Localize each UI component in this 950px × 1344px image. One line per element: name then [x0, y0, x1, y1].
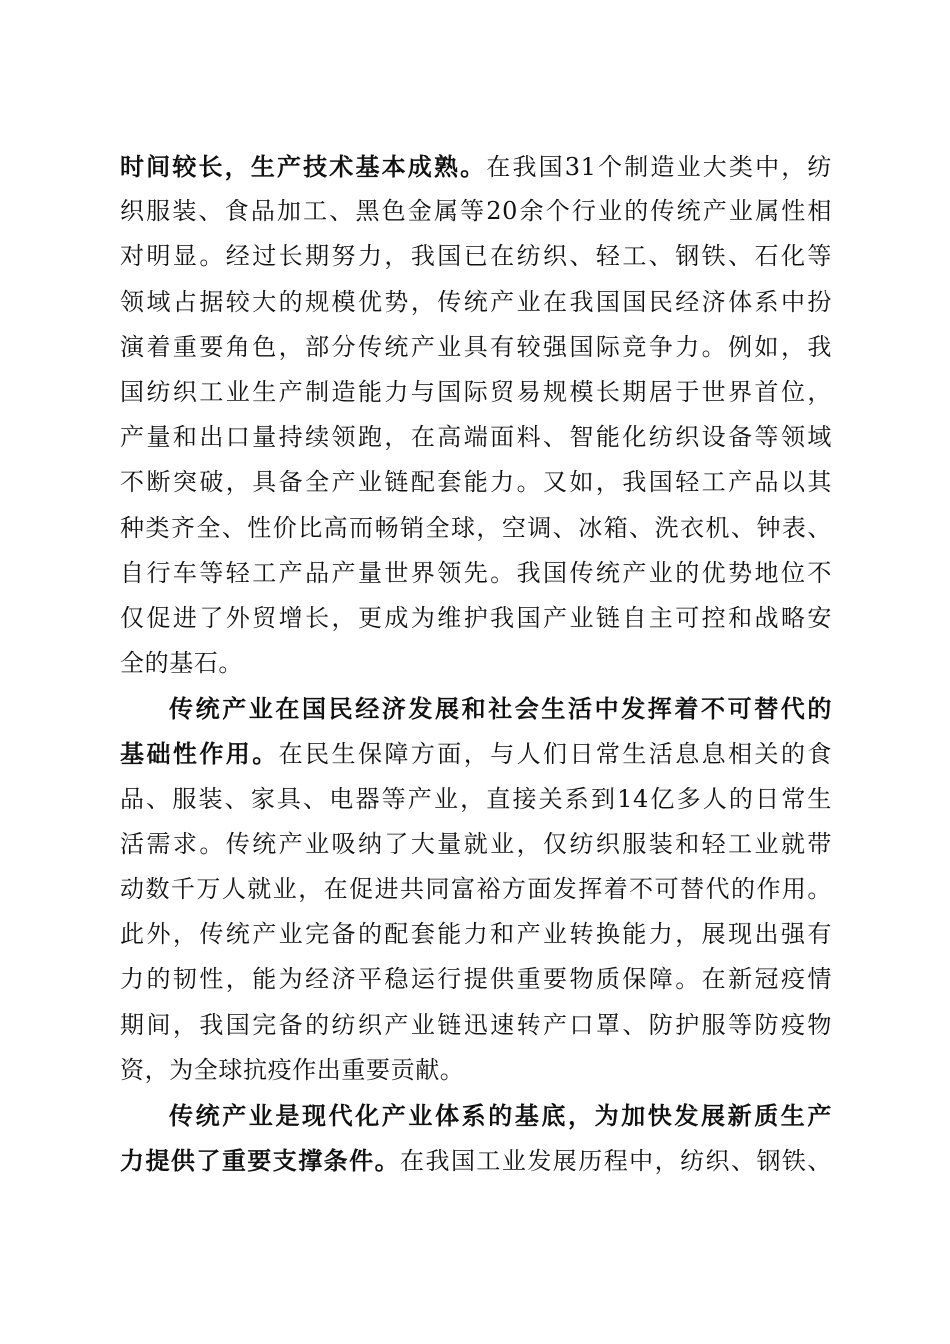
text-line: 自行车等轻工产品产量世界领先。我国传统产业的优势地位不	[120, 558, 832, 587]
text-line	[120, 731, 832, 776]
paragraph	[120, 144, 832, 686]
text-line: 力的韧性，能为经济平稳运行提供重要物质保障。在新冠疫情	[120, 965, 832, 994]
text-line: 不断突破，具备全产业链配套能力。又如，我国轻工产品以其	[120, 468, 832, 497]
text-line: 品、服装、家具、电器等产业，直接关系到14亿多人的日常生	[120, 784, 832, 813]
body-text	[120, 144, 832, 1183]
text-line: 产量和出口量持续领跑，在高端面料、智能化纺织设备等领域	[120, 423, 832, 452]
text-line: 仅促进了外贸增长，更成为维护我国产业链自主可控和战略安	[120, 603, 832, 632]
text-span: 在民生保障方面，与人们日常生活息息相关的食	[278, 740, 832, 769]
text-line: 对明显。经过长期努力，我国已在纺织、轻工、钢铁、石化等	[120, 242, 832, 271]
text-line: 种类齐全、性价比高而畅销全球，空调、冰箱、洗衣机、钟表、	[120, 513, 832, 542]
text-line: 全的基石。	[120, 649, 243, 678]
text-line	[120, 144, 832, 189]
text-line: 传统产业是现代化产业体系的基底，为加快发展新质生产	[169, 1100, 832, 1130]
text-span: 在我国31个制造业大类中，纺	[486, 153, 832, 181]
text-line: 织服装、食品加工、黑色金属等20余个行业的传统产业属性相	[120, 197, 832, 226]
text-line: 此外，传统产业完备的配套能力和产业转换能力，展现出强有	[120, 920, 832, 949]
text-line: 期间，我国完备的纺织产业链迅速转产口罩、防护服等防疫物	[120, 1010, 832, 1039]
text-line: 国纺织工业生产制造能力与国际贸易规模长期居于世界首位，	[120, 377, 832, 406]
text-line	[120, 1138, 832, 1183]
paragraph	[120, 686, 832, 1093]
text-line: 资，为全球抗疫作出重要贡献。	[120, 1055, 465, 1084]
text-span: 在我国工业发展历程中，纺织、钢铁、	[400, 1147, 832, 1176]
bold-phrase: 基础性作用。	[120, 739, 279, 769]
bold-phrase: 时间较长，生产技术基本成熟。	[120, 152, 487, 181]
text-line: 活需求。传统产业吸纳了大量就业，仅纺织服装和轻工业就带	[120, 829, 832, 858]
text-line: 演着重要角色，部分传统产业具有较强国际竞争力。例如，我	[120, 332, 832, 361]
paragraph	[120, 1093, 832, 1183]
text-line: 传统产业在国民经济发展和社会生活中发挥着不可替代的	[169, 694, 832, 724]
text-line: 动数千万人就业，在促进共同富裕方面发挥着不可替代的作用。	[120, 875, 832, 903]
bold-phrase: 力提供了重要支撑条件。	[120, 1146, 401, 1176]
text-line: 领域占据较大的规模优势，传统产业在我国国民经济体系中扮	[120, 287, 832, 316]
